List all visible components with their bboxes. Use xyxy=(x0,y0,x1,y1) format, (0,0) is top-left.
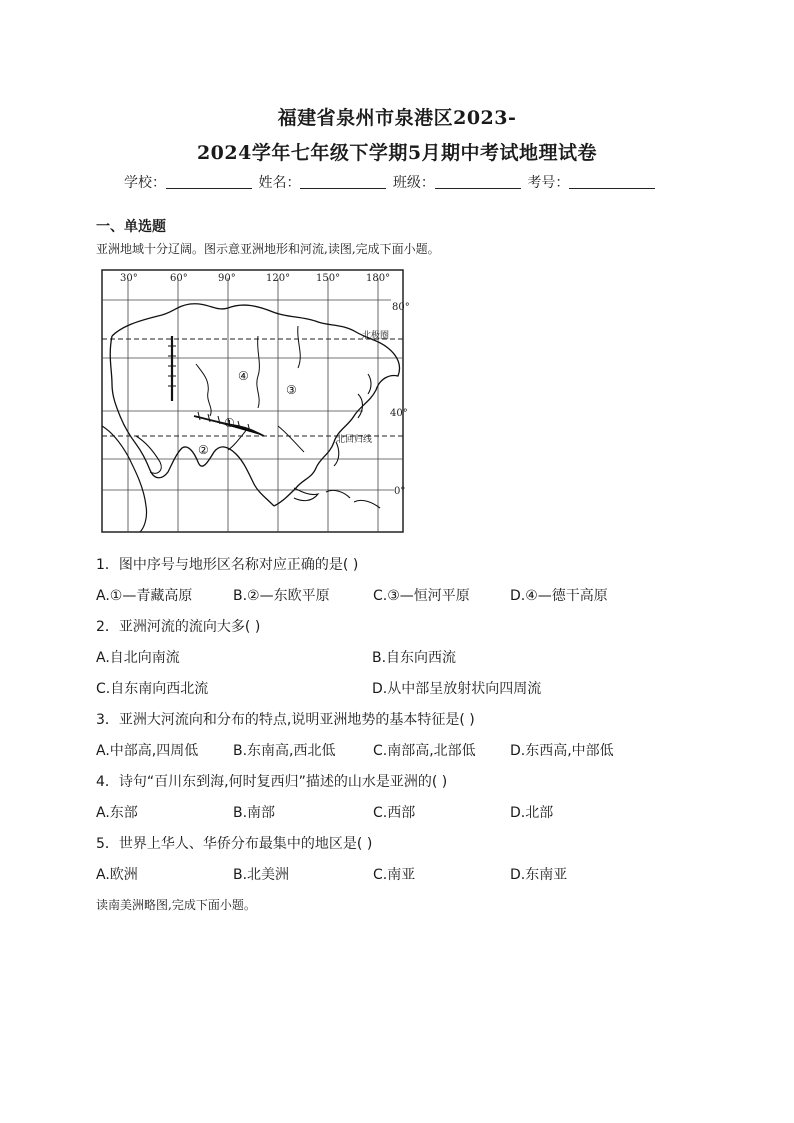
tropic-label: 北回归线 xyxy=(336,435,373,445)
page-title-line-1: 福建省泉州市泉港区2023- xyxy=(277,107,517,129)
q5-option-a[interactable]: A.欧洲 xyxy=(96,867,138,883)
q1-option-d[interactable]: D.④—德干高原 xyxy=(510,588,608,604)
q2-option-c[interactable]: C.自东南向西北流 xyxy=(96,681,209,697)
number-blank[interactable] xyxy=(569,175,655,189)
q5-option-c[interactable]: C.南亚 xyxy=(373,867,416,883)
q2-option-a[interactable]: A.自北向南流 xyxy=(96,650,180,666)
q4-option-d[interactable]: D.北部 xyxy=(510,805,554,821)
class-label: 班级： xyxy=(392,175,435,191)
lon-label: 150° xyxy=(316,273,341,284)
name-blank[interactable] xyxy=(300,175,386,189)
student-info-line xyxy=(124,172,657,192)
q1-option-c[interactable]: C.③—恒河平原 xyxy=(373,588,470,604)
section-heading: 一、单选题 xyxy=(96,219,166,235)
lat-label: 80° xyxy=(392,302,410,313)
q3-option-c[interactable]: C.南部高,北部低 xyxy=(373,743,476,759)
marker-1: ① xyxy=(224,416,235,430)
parallel-lines xyxy=(102,300,403,490)
question-2: 2．亚洲河流的流向大多( ) xyxy=(96,619,261,635)
q5-option-b[interactable]: B.北美洲 xyxy=(233,867,290,883)
asia-map xyxy=(98,266,423,536)
q3-option-a[interactable]: A.中部高,四周低 xyxy=(96,743,199,759)
lon-label: 120° xyxy=(266,273,291,284)
asia-coastline xyxy=(110,304,399,506)
special-latitudes xyxy=(102,339,403,436)
arctic-circle-label: 北极圈 xyxy=(362,331,390,341)
marker-2: ② xyxy=(198,443,209,457)
question-3: 3．亚洲大河流向和分布的特点,说明亚洲地势的基本特征是( ) xyxy=(96,712,475,728)
marker-4: ④ xyxy=(238,369,249,383)
question-5: 5．世界上华人、华侨分布最集中的地区是( ) xyxy=(96,836,373,852)
q2-option-d[interactable]: D.从中部呈放射状向四周流 xyxy=(372,681,542,697)
question-4: 4．诗句“百川东到海,何时复西归”描述的山水是亚洲的( ) xyxy=(96,774,448,790)
map-frame xyxy=(102,270,406,532)
school-blank[interactable] xyxy=(166,175,252,189)
marker-3: ③ xyxy=(286,383,297,397)
lon-label: 180° xyxy=(366,273,391,284)
q5-option-d[interactable]: D.东南亚 xyxy=(510,867,568,883)
q4-option-a[interactable]: A.东部 xyxy=(96,805,138,821)
africa-outline xyxy=(102,426,147,532)
page-title-line-2: 2024学年七年级下学期5月期中考试地理试卷 xyxy=(196,142,598,164)
lon-label: 90° xyxy=(218,273,236,284)
name-label: 姓名： xyxy=(258,175,301,191)
question-1: 1．图中序号与地形区名称对应正确的是( ) xyxy=(96,557,359,573)
lon-label: 30° xyxy=(120,273,138,284)
intro-text-asia: 亚洲地域十分辽阔。图示意亚洲地形和河流,读图,完成下面小题。 xyxy=(96,242,440,256)
number-label: 考号： xyxy=(527,175,570,191)
q4-option-b[interactable]: B.南部 xyxy=(233,805,276,821)
q3-option-b[interactable]: B.东南高,西北低 xyxy=(233,743,336,759)
lon-label: 60° xyxy=(170,273,188,284)
q4-option-c[interactable]: C.西部 xyxy=(373,805,416,821)
q2-option-b[interactable]: B.自东向西流 xyxy=(372,650,457,666)
q1-option-b[interactable]: B.②—东欧平原 xyxy=(233,588,330,604)
intro-text-south-america: 读南美洲略图,完成下面小题。 xyxy=(96,898,256,912)
meridian-lines xyxy=(128,278,378,532)
lat-label: 0° xyxy=(394,486,406,497)
class-blank[interactable] xyxy=(435,175,521,189)
mountain-ranges xyxy=(168,336,264,436)
q1-option-a[interactable]: A.①—青藏高原 xyxy=(96,588,193,604)
lat-label: 40° xyxy=(390,408,408,419)
q3-option-d[interactable]: D.东西高,中部低 xyxy=(510,743,614,759)
school-label: 学校： xyxy=(124,175,166,191)
